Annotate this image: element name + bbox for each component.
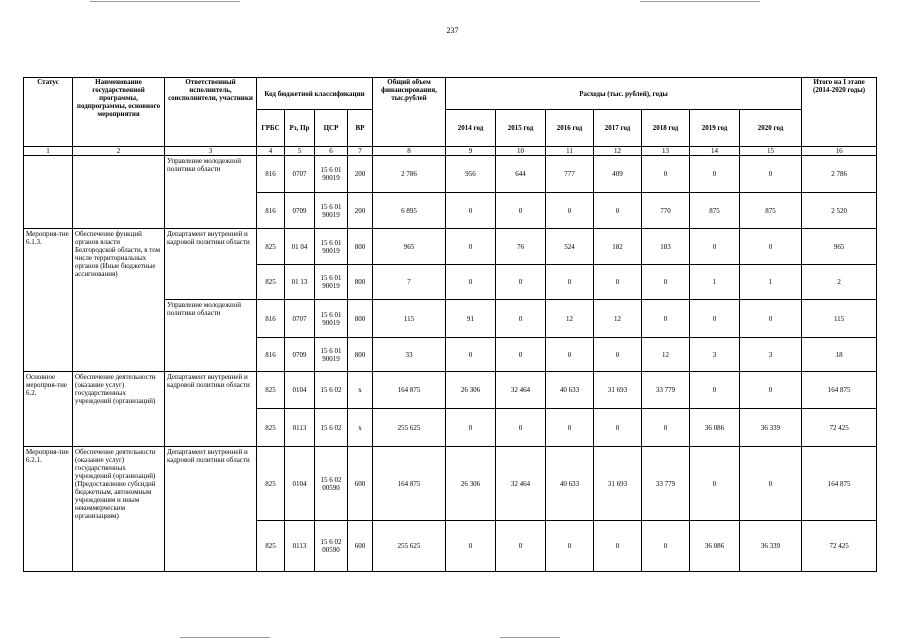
year-cell: 0 xyxy=(446,265,496,300)
grbs-cell: 816 xyxy=(257,300,285,338)
year-cell: 0 xyxy=(594,338,642,372)
year-cell: 644 xyxy=(496,156,546,193)
year-cell: 0 xyxy=(546,409,594,447)
header-budget-code: Код бюджетной классификации xyxy=(257,78,373,110)
column-number: 14 xyxy=(690,147,740,156)
year-cell: 183 xyxy=(642,229,690,265)
year-cell: 0 xyxy=(690,300,740,338)
header-expenses: Расходы (тыс. рублей), годы xyxy=(446,78,802,110)
year-cell: 0 xyxy=(496,193,546,229)
year-cell: 26 306 xyxy=(446,447,496,521)
csr-cell: 15 6 02 00590 xyxy=(315,447,348,521)
grbs-cell: 816 xyxy=(257,338,285,372)
stage-total-cell: 2 786 xyxy=(802,156,877,193)
rzpr-cell: 0104 xyxy=(285,372,315,409)
year-cell: 875 xyxy=(690,193,740,229)
executor-cell: Департамент внутренней и кадровой политики области xyxy=(165,372,257,447)
year-cell: 91 xyxy=(446,300,496,338)
year-cell: 12 xyxy=(594,300,642,338)
year-cell: 0 xyxy=(740,447,802,521)
status-cell: Мероприя-тие 6.2.1. xyxy=(24,447,73,572)
year-cell: 0 xyxy=(546,521,594,572)
grbs-cell: 825 xyxy=(257,229,285,265)
year-cell: 40 633 xyxy=(546,372,594,409)
year-cell: 0 xyxy=(690,229,740,265)
scan-artifact xyxy=(500,637,560,638)
stage-total-cell: 965 xyxy=(802,229,877,265)
year-cell: 0 xyxy=(446,338,496,372)
year-cell: 3 xyxy=(740,338,802,372)
vr-cell: 600 xyxy=(348,521,373,572)
year-cell: 26 306 xyxy=(446,372,496,409)
year-cell: 0 xyxy=(642,521,690,572)
stage-total-cell: 164 875 xyxy=(802,372,877,409)
name-cell xyxy=(73,156,165,229)
header-name: Наименование государственной программы, подпрограммы, основного мероприятия xyxy=(73,78,165,147)
csr-cell: 15 6 02 xyxy=(315,409,348,447)
grbs-cell: 816 xyxy=(257,156,285,193)
year-cell: 409 xyxy=(594,156,642,193)
vr-cell: 800 xyxy=(348,229,373,265)
year-cell: 0 xyxy=(642,156,690,193)
executor-cell: Управление молодежной политики области xyxy=(165,156,257,229)
column-number: 8 xyxy=(373,147,446,156)
rzpr-cell: 0104 xyxy=(285,447,315,521)
year-cell: 33 779 xyxy=(642,447,690,521)
header-year: 2017 год xyxy=(594,110,642,147)
header-status: Статус xyxy=(24,78,73,147)
year-cell: 0 xyxy=(446,521,496,572)
column-number: 10 xyxy=(496,147,546,156)
vr-cell: 200 xyxy=(348,156,373,193)
vr-cell: 200 xyxy=(348,193,373,229)
rzpr-cell: 0707 xyxy=(285,300,315,338)
status-cell xyxy=(24,156,73,229)
year-cell: 0 xyxy=(496,409,546,447)
vr-cell: 800 xyxy=(348,265,373,300)
year-cell: 36 339 xyxy=(740,409,802,447)
stage-total-cell: 72 425 xyxy=(802,521,877,572)
vr-cell: 800 xyxy=(348,338,373,372)
vr-cell: 600 xyxy=(348,447,373,521)
column-number: 6 xyxy=(315,147,348,156)
year-cell: 36 339 xyxy=(740,521,802,572)
header-stage-total: Итого на I этапе (2014-2020 годы) xyxy=(802,78,877,147)
year-cell: 0 xyxy=(496,265,546,300)
column-number: 16 xyxy=(802,147,877,156)
year-cell: 0 xyxy=(740,300,802,338)
column-number: 7 xyxy=(348,147,373,156)
name-cell: Обеспечение функций органов власти Белгородской области, в том числе территориальных органов (Иные бюджетные ассигнования) xyxy=(73,229,165,372)
scan-artifact xyxy=(180,637,270,638)
rzpr-cell: 01 13 xyxy=(285,265,315,300)
header-total-funding: Общий объем финансирования, тыс.рублей xyxy=(373,78,446,147)
rzpr-cell: 0113 xyxy=(285,409,315,447)
year-cell: 0 xyxy=(496,338,546,372)
year-cell: 1 xyxy=(740,265,802,300)
scan-artifact xyxy=(640,1,760,2)
grbs-cell: 825 xyxy=(257,447,285,521)
vr-cell: х xyxy=(348,372,373,409)
year-cell: 32 464 xyxy=(496,447,546,521)
scan-artifact xyxy=(90,1,240,2)
year-cell: 0 xyxy=(446,409,496,447)
rzpr-cell: 01 04 xyxy=(285,229,315,265)
year-cell: 0 xyxy=(740,156,802,193)
grbs-cell: 825 xyxy=(257,265,285,300)
header-rzpr: Рз, Пр xyxy=(285,110,315,147)
header-year: 2020 год xyxy=(740,110,802,147)
year-cell: 0 xyxy=(642,300,690,338)
page-number: 237 xyxy=(446,26,459,35)
year-cell: 1 xyxy=(690,265,740,300)
stage-total-cell: 18 xyxy=(802,338,877,372)
stage-total-cell: 2 xyxy=(802,265,877,300)
year-cell: 31 693 xyxy=(594,372,642,409)
year-cell: 0 xyxy=(446,193,496,229)
year-cell: 40 633 xyxy=(546,447,594,521)
year-cell: 0 xyxy=(496,300,546,338)
vr-cell: 800 xyxy=(348,300,373,338)
total-cell: 2 786 xyxy=(373,156,446,193)
csr-cell: 15 6 01 90019 xyxy=(315,265,348,300)
year-cell: 0 xyxy=(690,447,740,521)
rzpr-cell: 0709 xyxy=(285,193,315,229)
executor-cell: Управление молодежной политики области xyxy=(165,300,257,372)
year-cell: 0 xyxy=(446,229,496,265)
year-cell: 12 xyxy=(546,300,594,338)
header-vr: ВР xyxy=(348,110,373,147)
name-cell: Обеспечение деятельности (оказание услуг) государственных учреждений (организаций) (Предоставление субсидий бюджетным, автономным учреждениям и иным некоммерческим организациям) xyxy=(73,447,165,572)
year-cell: 36 086 xyxy=(690,521,740,572)
csr-cell: 15 6 02 00590 xyxy=(315,521,348,572)
year-cell: 33 779 xyxy=(642,372,690,409)
csr-cell: 15 6 01 90019 xyxy=(315,300,348,338)
column-number: 13 xyxy=(642,147,690,156)
table-row xyxy=(24,447,877,521)
total-cell: 164 875 xyxy=(373,447,446,521)
header-year: 2016 год xyxy=(546,110,594,147)
year-cell: 0 xyxy=(546,193,594,229)
csr-cell: 15 6 01 90019 xyxy=(315,193,348,229)
rzpr-cell: 0709 xyxy=(285,338,315,372)
table-row xyxy=(24,229,877,265)
total-cell: 164 875 xyxy=(373,372,446,409)
year-cell: 0 xyxy=(594,409,642,447)
year-cell: 0 xyxy=(594,265,642,300)
executor-cell: Департамент внутренней и кадровой политики области xyxy=(165,229,257,300)
executor-cell: Департамент внутренней и кадровой политики области xyxy=(165,447,257,572)
year-cell: 770 xyxy=(642,193,690,229)
year-cell: 12 xyxy=(642,338,690,372)
status-cell: Основное мероприя-тие 6.2. xyxy=(24,372,73,447)
grbs-cell: 825 xyxy=(257,521,285,572)
year-cell: 0 xyxy=(642,265,690,300)
year-cell: 777 xyxy=(546,156,594,193)
name-cell: Обеспечение деятельности (оказание услуг) государственных учреждений (организаций) xyxy=(73,372,165,447)
year-cell: 0 xyxy=(690,156,740,193)
column-number: 3 xyxy=(165,147,257,156)
year-cell: 956 xyxy=(446,156,496,193)
grbs-cell: 825 xyxy=(257,372,285,409)
rzpr-cell: 0707 xyxy=(285,156,315,193)
total-cell: 7 xyxy=(373,265,446,300)
total-cell: 33 xyxy=(373,338,446,372)
year-cell: 0 xyxy=(642,409,690,447)
year-cell: 32 464 xyxy=(496,372,546,409)
column-number: 5 xyxy=(285,147,315,156)
csr-cell: 15 6 01 90019 xyxy=(315,156,348,193)
table-row xyxy=(24,372,877,409)
total-cell: 255 625 xyxy=(373,521,446,572)
column-number: 12 xyxy=(594,147,642,156)
header-year: 2015 год xyxy=(496,110,546,147)
grbs-cell: 816 xyxy=(257,193,285,229)
column-number: 4 xyxy=(257,147,285,156)
header-csr: ЦСР xyxy=(315,110,348,147)
header-executor: Ответственный исполнитель, соисполнители, участники xyxy=(165,78,257,147)
year-cell: 76 xyxy=(496,229,546,265)
rzpr-cell: 0113 xyxy=(285,521,315,572)
total-cell: 115 xyxy=(373,300,446,338)
header-year: 2014 год xyxy=(446,110,496,147)
year-cell: 875 xyxy=(740,193,802,229)
year-cell: 3 xyxy=(690,338,740,372)
csr-cell: 15 6 01 90019 xyxy=(315,338,348,372)
year-cell: 0 xyxy=(740,229,802,265)
year-cell: 0 xyxy=(690,372,740,409)
year-cell: 36 086 xyxy=(690,409,740,447)
column-number: 2 xyxy=(73,147,165,156)
total-cell: 6 895 xyxy=(373,193,446,229)
year-cell: 31 693 xyxy=(594,447,642,521)
year-cell: 0 xyxy=(546,338,594,372)
column-number: 11 xyxy=(546,147,594,156)
table-row xyxy=(24,156,877,193)
year-cell: 524 xyxy=(546,229,594,265)
header-year: 2019 год xyxy=(690,110,740,147)
year-cell: 182 xyxy=(594,229,642,265)
stage-total-cell: 72 425 xyxy=(802,409,877,447)
table-header xyxy=(24,78,877,156)
csr-cell: 15 6 01 90019 xyxy=(315,229,348,265)
stage-total-cell: 2 520 xyxy=(802,193,877,229)
grbs-cell: 825 xyxy=(257,409,285,447)
header-grbs: ГРБС xyxy=(257,110,285,147)
total-cell: 965 xyxy=(373,229,446,265)
column-number-row xyxy=(24,147,877,156)
column-number: 9 xyxy=(446,147,496,156)
year-cell: 0 xyxy=(546,265,594,300)
csr-cell: 15 6 02 xyxy=(315,372,348,409)
status-cell: Мероприя-тие 6.1.3. xyxy=(24,229,73,372)
stage-total-cell: 115 xyxy=(802,300,877,338)
total-cell: 255 625 xyxy=(373,409,446,447)
budget-table xyxy=(23,77,877,572)
header-year: 2018 год xyxy=(642,110,690,147)
table-body xyxy=(24,156,877,572)
column-number: 15 xyxy=(740,147,802,156)
year-cell: 0 xyxy=(594,193,642,229)
year-cell: 0 xyxy=(740,372,802,409)
column-number: 1 xyxy=(24,147,73,156)
year-cell: 0 xyxy=(496,521,546,572)
year-cell: 0 xyxy=(594,521,642,572)
stage-total-cell: 164 875 xyxy=(802,447,877,521)
vr-cell: х xyxy=(348,409,373,447)
